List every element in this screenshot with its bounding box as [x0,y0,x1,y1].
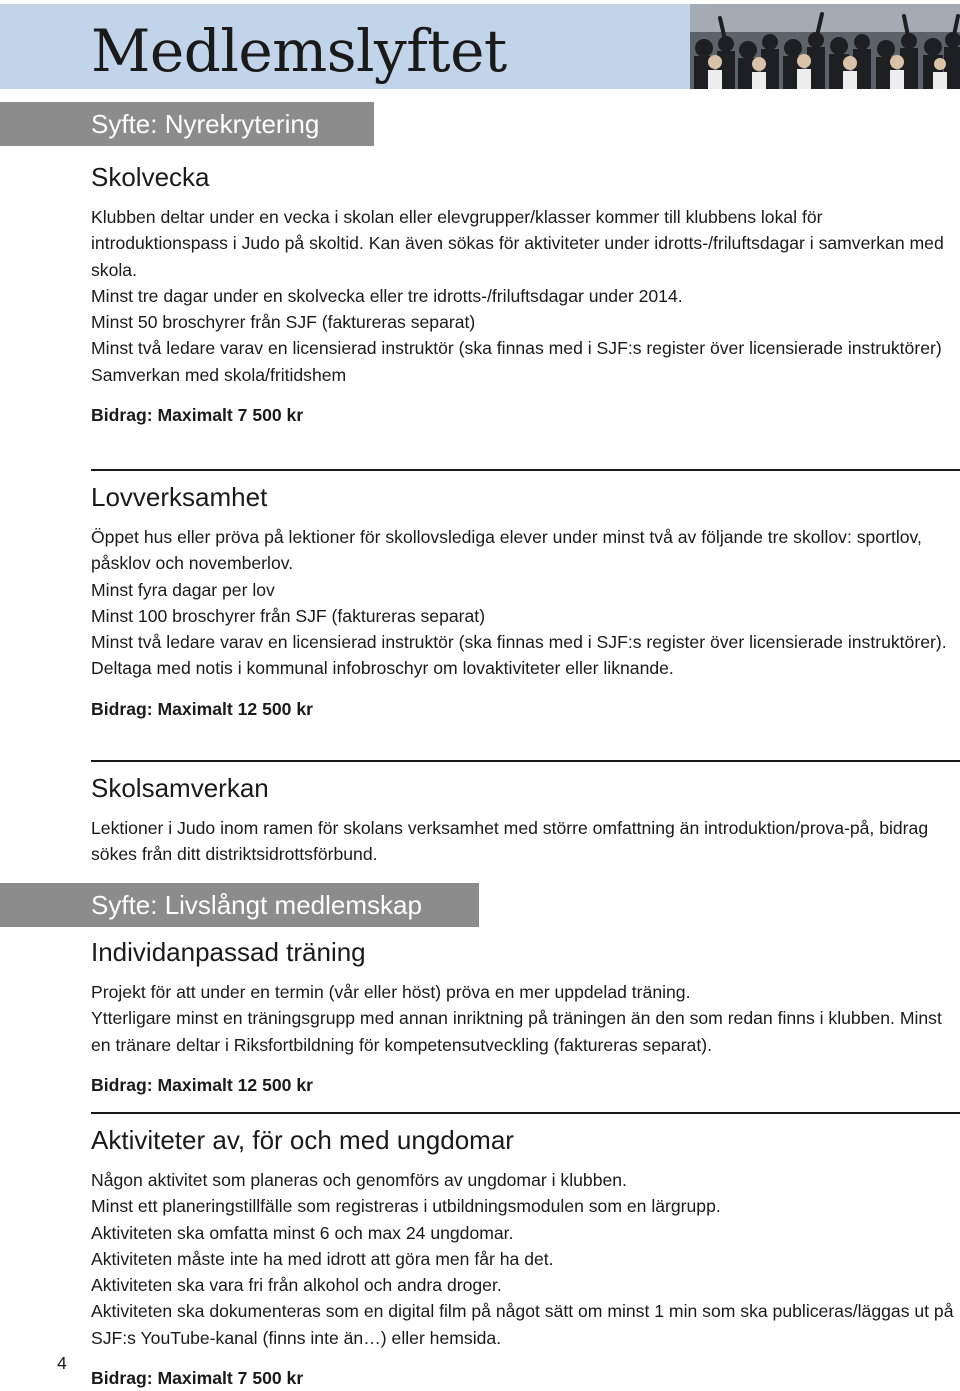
paragraph: Öppet hus eller pröva på lektioner för skollovslediga elever under minst två av följande tre skollov: sportlov, påsklov och novemberlov. [91,527,922,574]
paragraph: Aktiviteten ska vara fri från alkohol och andra droger. [91,1275,502,1296]
section-skolvecka [91,160,960,428]
paragraph: Minst två ledare varav en licensierad instruktör (ska finnas med i SJF:s register över licensierade instruktörer). [91,632,947,653]
grant-amount: Bidrag: Maximalt 7 500 kr [91,405,304,426]
paragraph: Aktiviteten ska omfatta minst 6 och max 24 ungdomar. [91,1222,514,1243]
section-body [91,1167,960,1351]
section-body [91,815,960,868]
group-photo [690,4,960,89]
title-band [0,4,690,89]
page-title: Medlemslyftet [91,17,507,85]
paragraph: Ytterligare minst en träningsgrupp med annan inriktning på träningen än den som redan finns i klubben. Minst en tränare deltar i Riksfortbildning för kompetensutveckling (faktureras separat). [91,1008,942,1055]
section-heading: Aktiviteter av, för och med ungdomar [91,1125,514,1155]
section-heading: Skolsamverkan [91,773,269,803]
section-heading: Lovverksamhet [91,482,268,512]
section-body [91,979,960,1058]
section-heading: Individanpassad träning [91,937,366,967]
paragraph: Minst 100 broschyrer från SJF (faktureras separat) [91,605,486,626]
paragraph: Lektioner i Judo inom ramen för skolans verksamhet med större omfattning än introduktion/prova-på, bidrag sökes från ditt distriktsidrottsförbund. [91,818,929,865]
section-banner-livslangt-medlemskap: Syfte: Livslångt medlemskap [0,883,479,927]
section-banner-nyrekrytering: Syfte: Nyrekrytering [0,102,374,146]
paragraph: Klubben deltar under en vecka i skolan eller elevgrupper/klasser kommer till klubbens lokal för introduktionspass i Judo på skoltid. Kan även sökas för aktiviteter under idrotts-/friluftsdagar i samverkan med skola. [91,207,944,280]
section-skolsamverkan [91,760,960,868]
grant-amount: Bidrag: Maximalt 7 500 kr [91,1368,304,1389]
paragraph: Aktiviteten ska dokumenteras som en digital film på något sätt om minst 1 min som ska publiceras/läggas ut på SJF:s YouTube-kanal (finns inte än…) eller hemsida. [91,1301,954,1348]
section-aktiviteter-ungdomar [91,1112,960,1391]
paragraph: Minst fyra dagar per lov [91,579,275,600]
paragraph: Minst ett planeringstillfälle som registreras i utbildningsmodulen som en lärgrupp. [91,1196,721,1217]
section-body [91,204,960,388]
paragraph: Projekt för att under en termin (vår eller höst) pröva en mer uppdelad träning. [91,982,691,1002]
paragraph: Samverkan med skola/fritidshem [91,364,347,385]
paragraph: Deltaga med notis i kommunal infobroschyr om lovaktiviteter eller liknande. [91,658,674,679]
paragraph: Minst 50 broschyrer från SJF (faktureras separat) [91,312,476,333]
section-individanpassad-traning [91,935,960,1098]
page-number: 4 [57,1353,67,1373]
section-body [91,524,960,682]
section-heading: Skolvecka [91,162,210,192]
section-lovverksamhet [91,469,960,722]
paragraph: Någon aktivitet som planeras och genomförs av ungdomar i klubben. [91,1170,627,1190]
grant-amount: Bidrag: Maximalt 12 500 kr [91,1074,313,1095]
paragraph: Minst två ledare varav en licensierad instruktör (ska finnas med i SJF:s register över licensierade instruktörer) [91,338,942,359]
group-photo-icon [690,4,960,89]
paragraph: Minst tre dagar under en skolvecka eller tre idrotts-/friluftsdagar under 2014. [91,285,683,306]
paragraph: Aktiviteten måste inte ha med idrott att göra men får ha det. [91,1248,554,1269]
grant-amount: Bidrag: Maximalt 12 500 kr [91,698,313,719]
